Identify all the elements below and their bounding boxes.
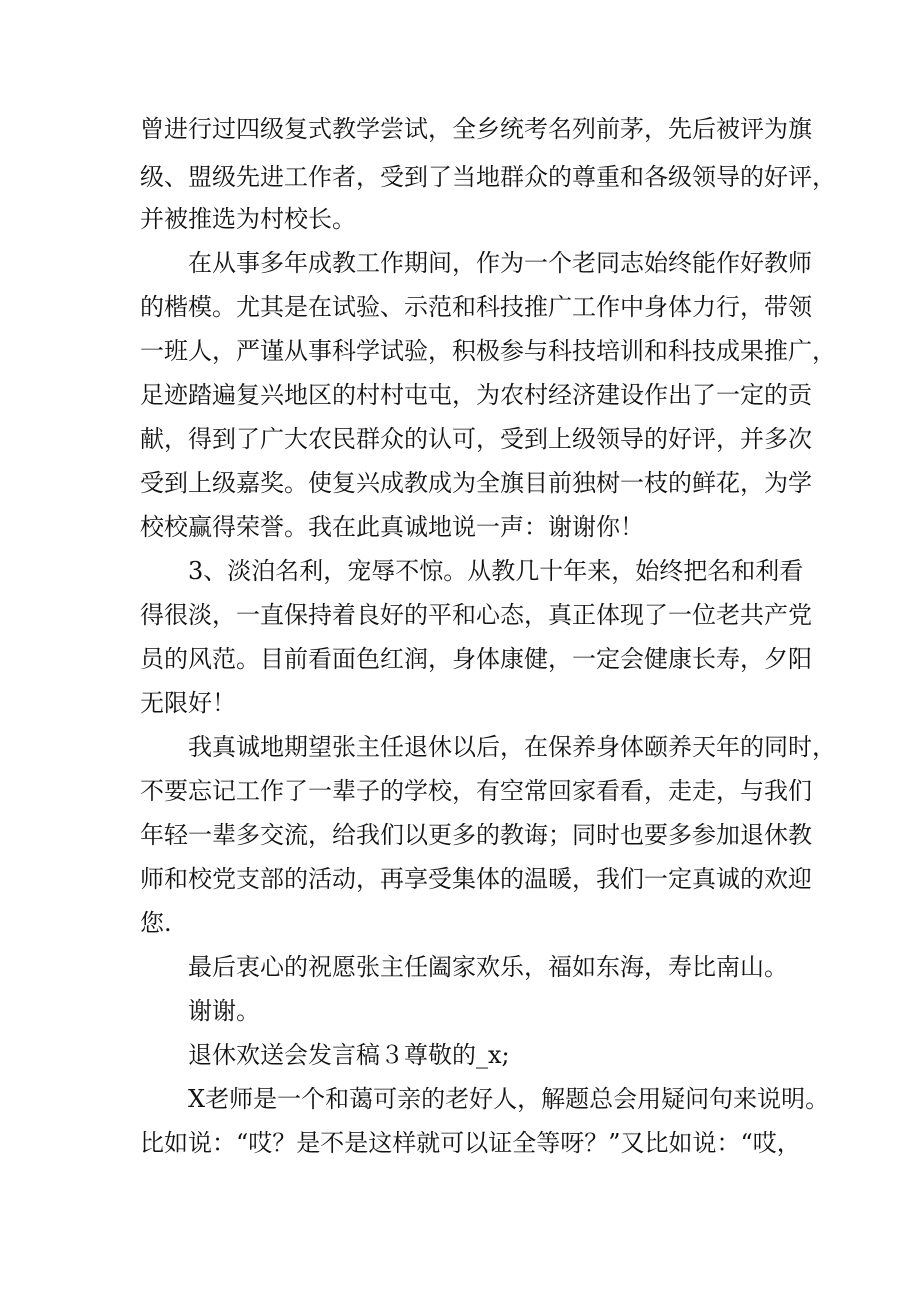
text-line: 的楷模。尤其是在试验、示范和科技推广工作中身体力行，带领 (140, 293, 812, 321)
text-line: 级、盟级先进工作者，受到了当地群众的尊重和各级领导的好评， (140, 163, 836, 191)
text-line: 无限好！ (140, 689, 236, 717)
text-line: 年轻一辈多交流，给我们以更多的教诲；同时也要多参加退休教 (140, 821, 812, 849)
text-line: X老师是一个和蔼可亲的老好人，解题总会用疑问句来说明。 (188, 1085, 830, 1113)
text-line: 谢谢。 (188, 997, 260, 1025)
text-line: 献，得到了广大农民群众的认可，受到上级领导的好评，并多次 (140, 425, 812, 453)
text-line: 并被推选为村校长。 (140, 205, 356, 233)
text-line: 师和校党支部的活动，再享受集体的温暖，我们一定真诚的欢迎 (140, 865, 812, 893)
text-line: 得很淡，一直保持着良好的平和心态，真正体现了一位老共产党 (140, 601, 812, 629)
text-line: 不要忘记工作了一辈子的学校，有空常回家看看，走走，与我们 (140, 777, 812, 805)
text-line: 比如说：“哎？是不是这样就可以证全等呀？”又比如说：“哎， (140, 1129, 801, 1157)
text-line: 您. (140, 909, 172, 937)
text-line: 校校赢得荣誉。我在此真诚地说一声：谢谢你！ (140, 513, 644, 541)
text-line: 员的风范。目前看面色红润，身体康健，一定会健康长寿，夕阳 (140, 645, 812, 673)
text-line: 受到上级嘉奖。使复兴成教成为全旗目前独树一枝的鲜花，为学 (140, 469, 812, 497)
text-line: 最后衷心的祝愿张主任阖家欢乐，福如东海，寿比南山。 (188, 953, 788, 981)
text-line: 在从事多年成教工作期间，作为一个老同志始终能作好教师 (188, 249, 812, 277)
text-line: 足迹踏遍复兴地区的村村屯屯，为农村经济建设作出了一定的贡 (140, 381, 812, 409)
text-line: 退休欢送会发言稿３尊敬的_x; (188, 1041, 510, 1069)
text-line: 一班人，严谨从事科学试验，积极参与科技培训和科技成果推广， (140, 337, 836, 365)
text-line: 曾进行过四级复式教学尝试，全乡统考名列前茅，先后被评为旗 (140, 115, 812, 143)
text-line: 3、淡泊名利，宠辱不惊。从教几十年来，始终把名和利看 (188, 557, 804, 585)
text-line: 我真诚地期望张主任退休以后，在保养身体颐养天年的同时， (188, 733, 836, 761)
